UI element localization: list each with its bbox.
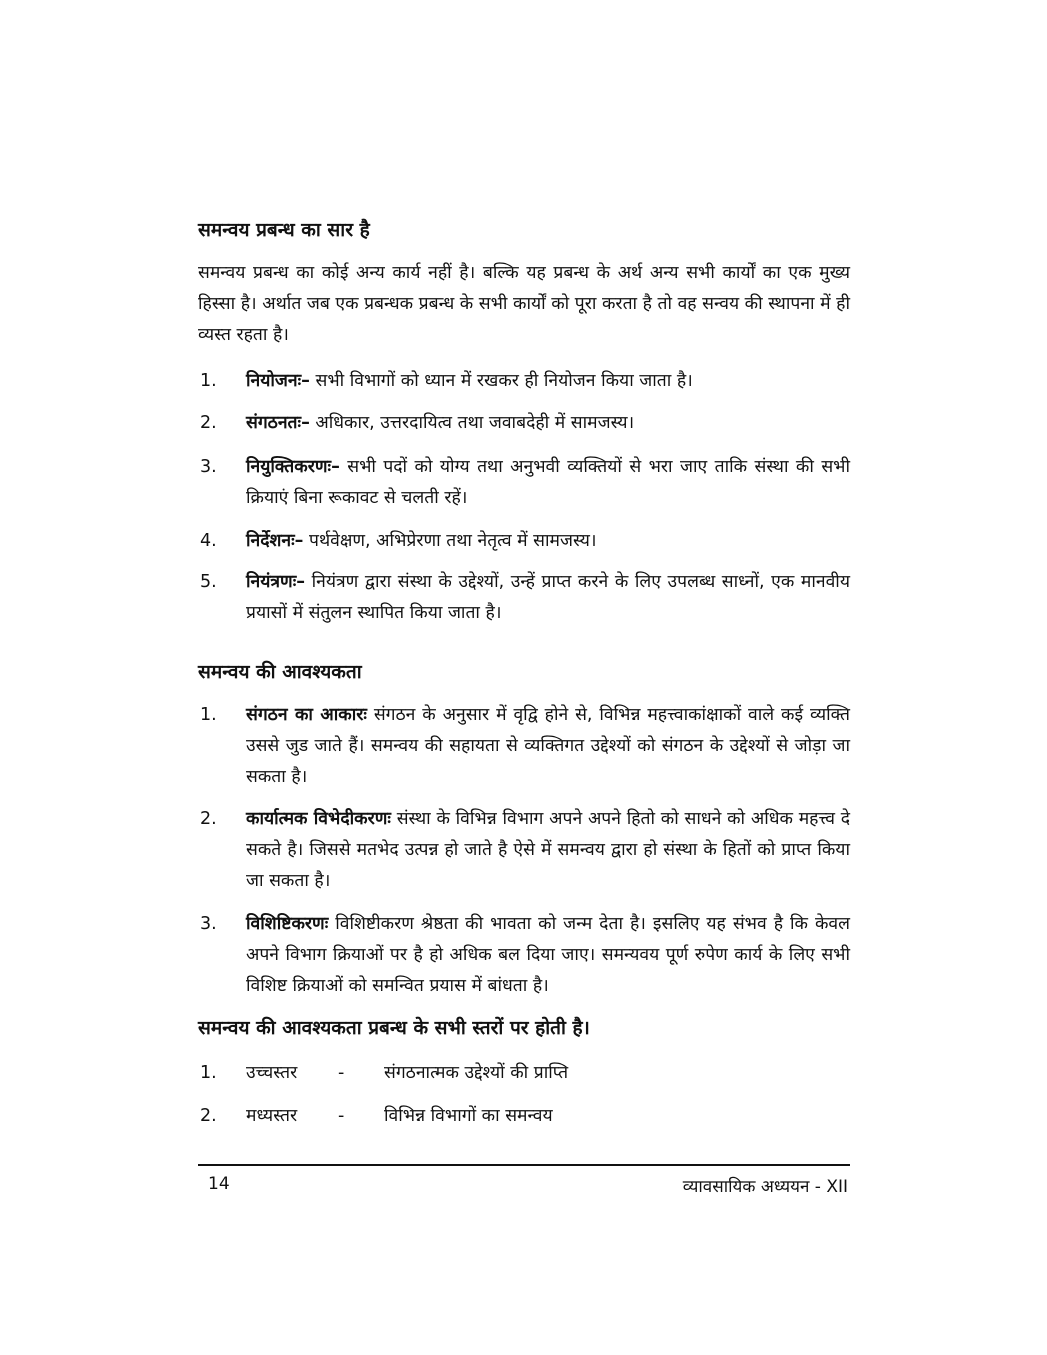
item-number: 5. xyxy=(200,572,217,592)
section-heading-need: समन्वय की आवश्यकता xyxy=(198,661,362,683)
item-text: सभी विभागों को ध्यान में रखकर ही नियोजन किया जाता है। xyxy=(309,371,693,391)
item-number: 1. xyxy=(200,705,217,725)
item-term: संगठन का आकारः xyxy=(246,705,367,725)
item-term: विशिष्टिकरणः xyxy=(246,914,329,934)
intro-paragraph: समन्वय प्रबन्ध का कोई अन्य कार्य नहीं है। बल्कि यह प्रबन्ध के अर्थ अन्य सभी कार्यों का एक मुख्य हिस्सा है। अर्थात जब एक प्रबन्धक प्रबन्ध के सभी कार्यों को पूरा करता है तो वह सन्वय की स्थापना में ही व्यस्त रहता है। xyxy=(198,263,850,345)
page-number: 14 xyxy=(208,1174,230,1194)
footer-divider xyxy=(198,1164,850,1166)
level-number: 1. xyxy=(200,1063,217,1083)
level-dash: - xyxy=(338,1063,345,1083)
book-title: व्यावसायिक अध्ययन - XII xyxy=(682,1177,848,1197)
level-name: मध्यस्तर xyxy=(246,1106,298,1126)
item-number: 2. xyxy=(200,413,217,433)
item-text: पर्थवेक्षण, अभिप्रेरणा तथा नेतृत्व में सामजस्य। xyxy=(303,531,597,551)
item-text: संस्था के विभिन्न विभाग अपने अपने हितो को साधने को अधिक महत्त्व दे सकते है। जिससे मतभेद उत्पन्न हो जाते है ऐसे में समन्वय द्वारा हो संस्था के हितों को प्राप्त किया जा सकता है। xyxy=(246,809,850,891)
item-text: संगठन के अनुसार में वृद्वि होने से, विभिन्न महत्त्वाकांक्षाकों वाले कई व्यक्ति उससे जुड जाते हैं। समन्वय की सहायता से व्यक्तिगत उद्देश्यों को संगठन के उद्देश्यों से जोड़ा जा सकता है। xyxy=(246,705,850,787)
level-desc: संगठनात्मक उद्देश्यों की प्राप्ति xyxy=(384,1063,569,1083)
item-text: अधिकार, उत्तरदायित्व तथा जवाबदेही में सामजस्य। xyxy=(309,413,635,433)
item-term: संगठनतः– xyxy=(246,413,310,433)
item-term: निर्देशनः– xyxy=(246,531,304,551)
item-text: सभी पदों को योग्य तथा अनुभवी व्यक्तियों से भरा जाए ताकि संस्था की सभी क्रियाएं बिना रूकावट से चलती रहें। xyxy=(246,457,850,508)
section-heading-essence: समन्वय प्रबन्ध का सार है xyxy=(198,219,370,241)
section-heading-levels: समन्वय की आवश्यकता प्रबन्ध के सभी स्तरों पर होती है। xyxy=(198,1017,590,1039)
level-name: उच्चस्तर xyxy=(246,1063,298,1083)
level-number: 2. xyxy=(200,1106,217,1126)
item-number: 3. xyxy=(200,914,217,934)
item-text: नियंत्रण द्वारा संस्था के उद्देश्यों, उन्हें प्राप्त करने के लिए उपलब्ध साध्नों, एक मानवीय प्रयासों में संतुलन स्थापित किया जाता है। xyxy=(246,572,850,623)
level-desc: विभिन्न विभागों का समन्वय xyxy=(384,1106,553,1126)
item-number: 4. xyxy=(200,531,217,551)
item-term: नियंत्रणः– xyxy=(246,572,305,592)
item-number: 2. xyxy=(200,809,217,829)
level-dash: - xyxy=(338,1106,345,1126)
item-text: विशिष्टीकरण श्रेष्ठता की भावता को जन्म देता है। इसलिए यह संभव है कि केवल अपने विभाग क्रियाओं पर है हो अधिक बल दिया जाए। समन्यवय पूर्ण रुपेण कार्य के लिए सभी विशिष्ट क्रियाओं को समन्वित प्रयास में बांधता है। xyxy=(246,914,850,996)
item-term: नियुक्तिकरणः– xyxy=(246,457,340,477)
item-term: नियोजनः– xyxy=(246,371,310,391)
item-number: 1. xyxy=(200,371,217,391)
item-term: कार्यात्मक विभेदीकरणः xyxy=(246,809,391,829)
item-number: 3. xyxy=(200,457,217,477)
